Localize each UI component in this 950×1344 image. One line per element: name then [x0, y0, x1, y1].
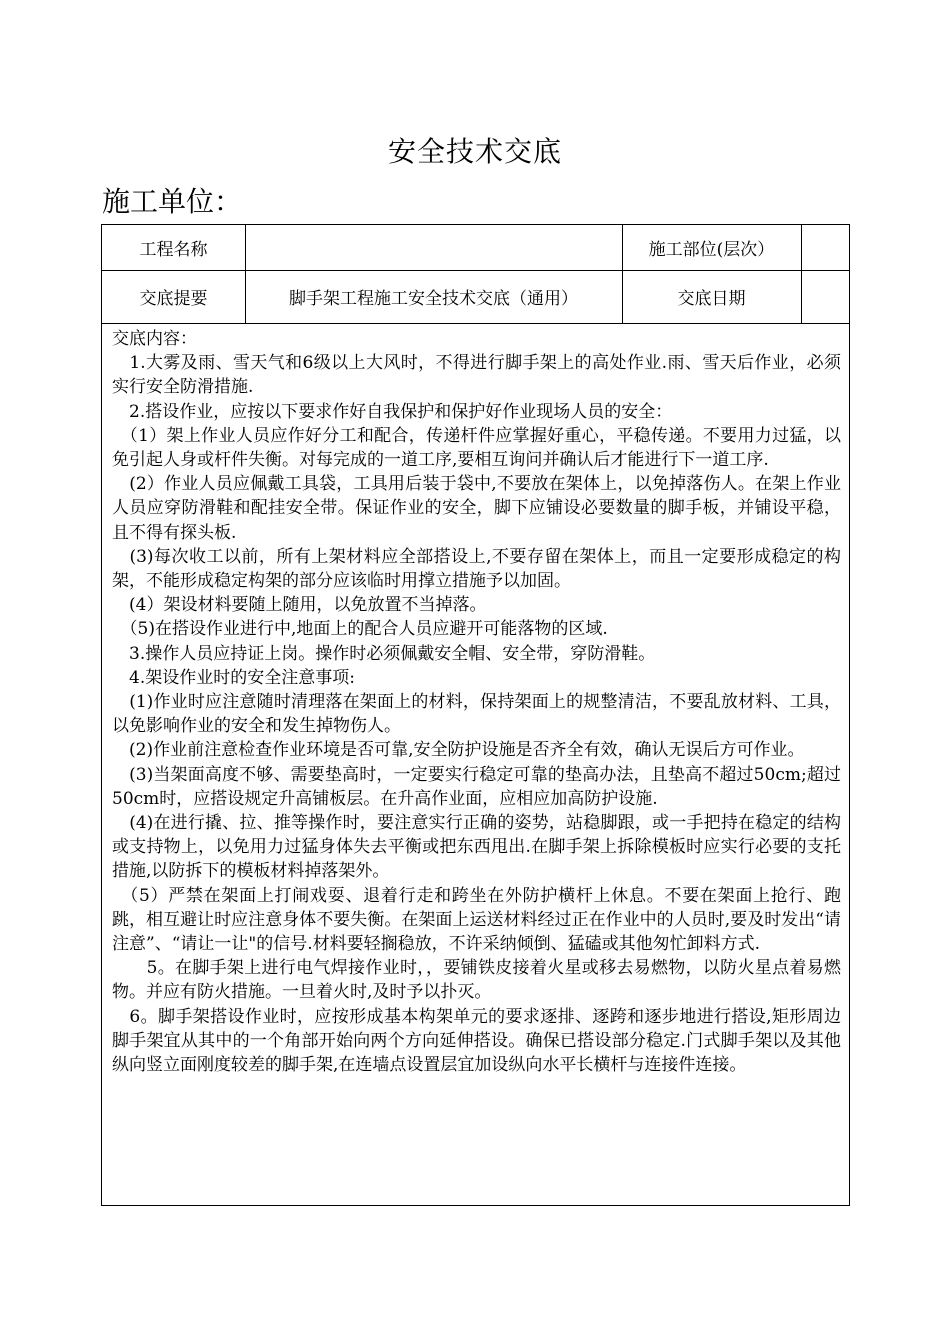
content-paragraph: （5)在搭设作业进行中,地面上的配合人员应避开可能落物的区域. [112, 619, 608, 640]
content-heading: 交底内容： [112, 329, 197, 349]
content-paragraph: (4）架设材料要随上随用，以免放置不当掉落。 [112, 595, 487, 616]
construction-unit-label: 施工单位： [102, 185, 243, 218]
project-name-label: 工程名称 [139, 240, 208, 260]
location-label: 施工部位(层次） [648, 240, 775, 260]
summary-label: 交底提要 [139, 289, 208, 309]
row-divider [102, 323, 849, 324]
content-paragraph: (2）作业人员应佩戴工具袋，工具用后装于袋中,不要放在架体上，以免掉落伤人。在架上作业人员应穿防滑鞋和配挂安全带。保证作业的安全，脚下应铺设必要数量的脚手板，并铺设平稳，且不得有探头板. [112, 474, 841, 543]
content-paragraph: 3.操作人员应持证上岗。操作时必须佩戴安全帽、安全带，穿防滑鞋。 [112, 643, 656, 664]
content-paragraph: 5。在脚手架上进行电气焊接作业时，，要铺铁皮接着火星或移去易燃物，以防火星点着易燃物。并应有防火措施。一旦着火时,及时予以扑灭。 [112, 958, 841, 1003]
summary-value: 脚手架工程施工安全技术交底（通用） [289, 289, 578, 309]
content-paragraph: (3)当架面高度不够、需要垫高时，一定要实行稳定可靠的垫高办法，且垫高不超过50cm;超过50cm时，应搭设规定升高铺板层。在升高作业面，应相应加高防护设施. [112, 764, 841, 809]
content-paragraph: （1）架上作业人员应作好分工和配合，传递杆件应掌握好重心，平稳传递。不要用力过猛，以免引起人身或杆件失衡。对每完成的一道工序,要相互询问并确认后才能进行下一道工序. [112, 425, 841, 471]
content-paragraph: (1)作业时应注意随时清理落在架面上的材料，保持架面上的规整清洁，不要乱放材料、工具，以免影响作业的安全和发生掉物伤人。 [112, 692, 841, 737]
date-field[interactable] [801, 270, 849, 323]
content-paragraph: 4.架设作业时的安全注意事项: [112, 667, 355, 688]
content-paragraph: （5）严禁在架面上打闹戏耍、退着行走和跨坐在外防护横杆上休息。不要在架面上抢行、跑跳，相互避让时应注意身体不要失衡。在架面上运送材料经过正在作业中的人员时,要及时发出“请注意”、“请让一让"的信号.材料要轻搁稳放，不许采纳倾倒、猛磕或其他匆忙卸料方式. [112, 885, 841, 955]
content-paragraph: (4)在进行撬、拉、推等操作时，要注意实行正确的姿势，站稳脚跟，或一手把持在稳定的结构或支持物上，以免用力过猛身体失去平衡或把东西甩出.在脚手架上拆除模板时应实行必要的支托措施,以防拆下的模板材料掉落架外。 [112, 813, 841, 882]
disclosure-content [112, 327, 841, 1077]
content-paragraph: (3)每次收工以前，所有上架材料应全部搭设上,不要存留在架体上，而且一定要形成稳定的构架，不能形成稳定构架的部分应该临时用撑立措施予以加固。 [112, 546, 841, 592]
project-name-field[interactable] [245, 225, 622, 270]
date-label: 交底日期 [677, 289, 746, 309]
disclosure-table [101, 224, 850, 1206]
content-paragraph: 2.搭设作业，应按以下要求作好自我保护和保护好作业现场人员的安全： [112, 401, 673, 422]
document-title: 安全技术交底 [387, 135, 562, 168]
content-paragraph: 6。脚手架搭设作业时，应按形成基本构架单元的要求逐排、逐跨和逐步地进行搭设,矩形周边脚手架宜从其中的一个角部开始向两个方向延伸搭设。确保已搭设部分稳定.门式脚手架以及其他纵向竖立面刚度较差的脚手架,在连墙点设置层宜加设纵向水平长横杆与连接件连接。 [112, 1006, 841, 1076]
content-paragraph: 1.大雾及雨、雪天气和6级以上大风时，不得进行脚手架上的高处作业.雨、雪天后作业，必须实行安全防滑措施. [112, 353, 841, 398]
location-field[interactable] [801, 225, 849, 270]
content-paragraph: (2)作业前注意检查作业环境是否可靠,安全防护设施是否齐全有效，确认无误后方可作业。 [112, 740, 805, 761]
